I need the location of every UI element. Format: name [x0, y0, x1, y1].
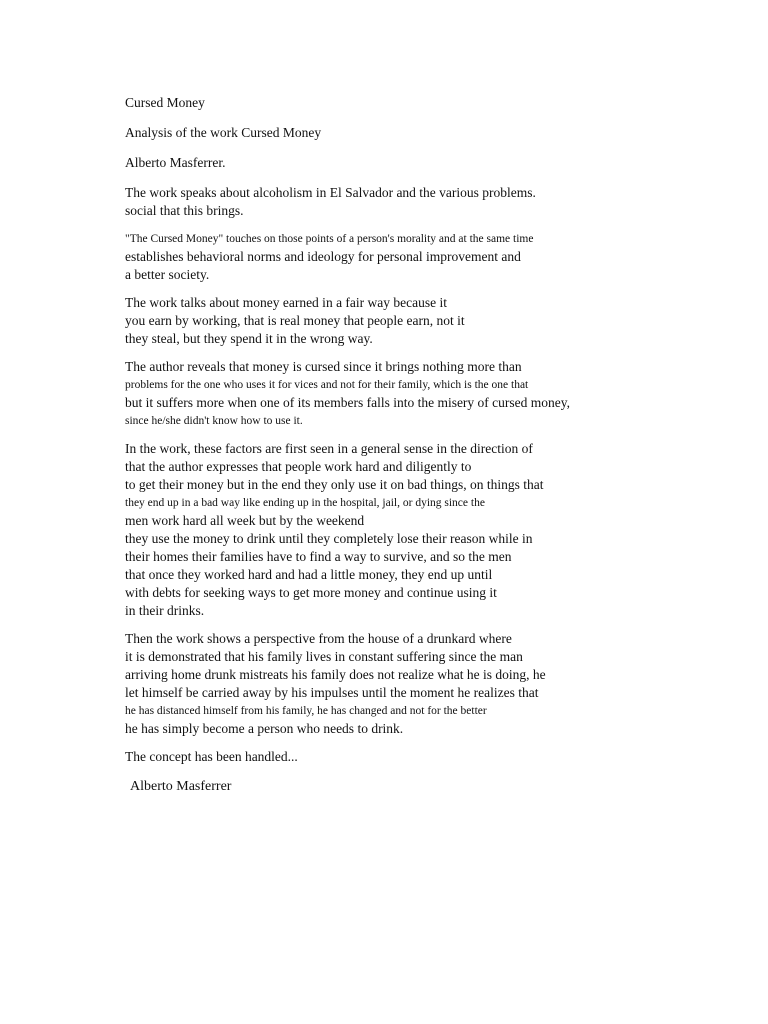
- paragraph-6: [125, 630, 725, 738]
- paragraph-3: [125, 294, 725, 348]
- paragraph-line: The work talks about money earned in a fair way because it: [125, 295, 448, 310]
- closing-block: [125, 748, 725, 766]
- closing-text: The concept has been handled...: [125, 749, 298, 764]
- author-signature: Alberto Masferrer: [130, 779, 232, 794]
- paragraph-line: Then the work shows a perspective from the house of a drunkard where: [125, 631, 512, 646]
- document-subtitle-block: [125, 124, 725, 142]
- paragraph-line: in their drinks.: [125, 603, 205, 618]
- paragraph-line: men work hard all week but by the weekend: [125, 513, 365, 528]
- paragraph-line: he has distanced himself from his family, he has changed and not for the better: [125, 705, 487, 717]
- author-line-block: [125, 154, 725, 172]
- paragraph-line: that once they worked hard and had a little money, they end up until: [125, 567, 493, 582]
- paragraph-line: In the work, these factors are first seen in a general sense in the direction of: [125, 441, 533, 456]
- paragraph-5: [125, 440, 725, 620]
- paragraph-line: social that this brings.: [125, 203, 244, 218]
- paragraph-line: problems for the one who uses it for vices and not for their family, which is the one that: [125, 379, 529, 391]
- paragraph-2: [125, 230, 725, 284]
- paragraph-4: [125, 358, 725, 430]
- paragraph-line: they use the money to drink until they completely lose their reason while in: [125, 531, 533, 546]
- document-title: Cursed Money: [125, 95, 205, 110]
- author-line: Alberto Masferrer.: [125, 155, 226, 170]
- paragraph-line: they end up in a bad way like ending up in the hospital, jail, or dying since the: [125, 497, 485, 509]
- paragraph-line: with debts for seeking ways to get more money and continue using it: [125, 585, 497, 600]
- document-page: [125, 94, 725, 796]
- paragraph-line: a better society.: [125, 267, 210, 282]
- paragraph-line: "The Cursed Money" touches on those points of a person's morality and at the same time: [125, 233, 534, 245]
- paragraph-line: The author reveals that money is cursed since it brings nothing more than: [125, 359, 522, 374]
- paragraph-line: that the author expresses that people work hard and diligently to: [125, 459, 472, 474]
- paragraph-1: [125, 184, 725, 220]
- paragraph-line: they steal, but they spend it in the wrong way.: [125, 331, 373, 346]
- paragraph-line: to get their money but in the end they only use it on bad things, on things that: [125, 477, 544, 492]
- paragraph-line: their homes their families have to find a way to survive, and so the men: [125, 549, 512, 564]
- paragraph-line: it is demonstrated that his family lives in constant suffering since the man: [125, 649, 523, 664]
- document-subtitle: Analysis of the work Cursed Money: [125, 125, 322, 140]
- paragraph-line: arriving home drunk mistreats his family does not realize what he is doing, he: [125, 667, 546, 682]
- paragraph-line: The work speaks about alcoholism in El Salvador and the various problems.: [125, 185, 536, 200]
- paragraph-line: but it suffers more when one of its members falls into the misery of cursed money,: [125, 395, 571, 410]
- paragraph-line: he has simply become a person who needs to drink.: [125, 721, 404, 736]
- paragraph-line: establishes behavioral norms and ideology for personal improvement and: [125, 249, 521, 264]
- paragraph-line: you earn by working, that is real money that people earn, not it: [125, 313, 465, 328]
- paragraph-line: let himself be carried away by his impulses until the moment he realizes that: [125, 685, 539, 700]
- paragraph-line: since he/she didn't know how to use it.: [125, 415, 303, 427]
- document-title-block: [125, 94, 725, 112]
